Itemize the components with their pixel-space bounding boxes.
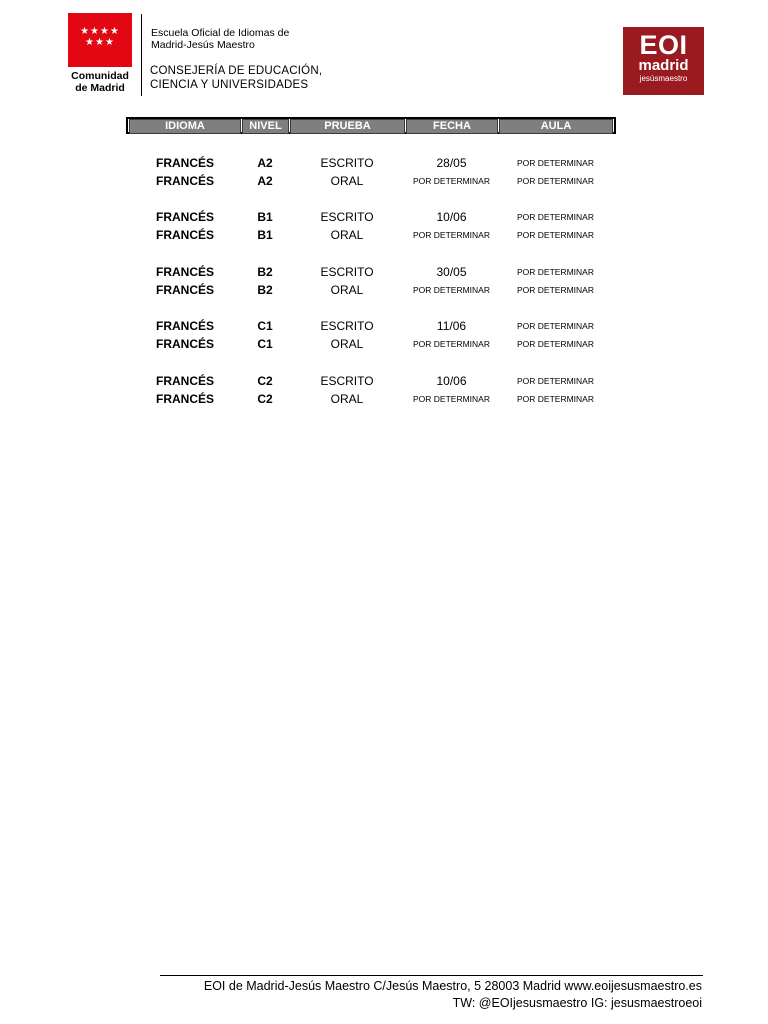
cell-idioma: FRANCÉS	[155, 319, 214, 333]
cell-nivel: C1	[257, 319, 273, 333]
cell-fecha: POR DETERMINAR	[413, 394, 490, 404]
cell-idioma: FRANCÉS	[155, 156, 214, 170]
header-aula: AULA	[500, 120, 612, 133]
department-name	[150, 65, 322, 92]
footer-divider	[160, 975, 703, 976]
cell-aula: POR DETERMINAR	[517, 394, 594, 404]
eoi-logo-big: EOI	[639, 30, 688, 60]
header-divider	[141, 14, 142, 96]
cell-nivel: C2	[257, 374, 273, 388]
table-row	[126, 208, 616, 226]
cell-fecha: 28/05	[436, 156, 467, 170]
region-name-line1: Comunidad	[71, 70, 129, 82]
cell-aula: POR DETERMINAR	[517, 285, 594, 295]
table-row	[126, 281, 616, 299]
cell-nivel: B1	[257, 210, 273, 224]
school-name-line1: Escuela Oficial de Idiomas de	[151, 27, 290, 39]
cell-aula: POR DETERMINAR	[517, 339, 594, 349]
cell-nivel: C2	[257, 392, 273, 406]
header-idioma: IDIOMA	[130, 120, 240, 133]
cell-aula: POR DETERMINAR	[517, 230, 594, 240]
eoi-madrid-logo	[623, 27, 704, 95]
header-prueba: PRUEBA	[291, 120, 404, 133]
footer-social: TW: @EOIjesusmaestro IG: jesusmaestroeoi	[452, 996, 702, 1010]
cell-prueba: ORAL	[330, 228, 364, 242]
region-name	[68, 70, 132, 94]
cell-prueba: ORAL	[330, 392, 364, 406]
cell-fecha: 11/06	[436, 319, 467, 333]
cell-idioma: FRANCÉS	[155, 392, 214, 406]
cell-prueba: ESCRITO	[320, 374, 374, 388]
cell-fecha: POR DETERMINAR	[413, 285, 490, 295]
exam-schedule-table	[126, 117, 616, 406]
table-row	[126, 154, 616, 172]
cell-aula: POR DETERMINAR	[517, 321, 594, 331]
cell-idioma: FRANCÉS	[155, 210, 214, 224]
header-nivel: NIVEL	[243, 120, 288, 133]
cell-prueba: ESCRITO	[320, 210, 374, 224]
cell-fecha: 10/06	[436, 374, 467, 388]
cell-idioma: FRANCÉS	[155, 337, 214, 351]
cell-nivel: B2	[257, 265, 273, 279]
cell-idioma: FRANCÉS	[155, 283, 214, 297]
cell-nivel: A2	[257, 156, 273, 170]
eoi-logo-mid: madrid	[638, 57, 689, 74]
cell-prueba: ORAL	[330, 283, 364, 297]
table-header	[126, 117, 616, 134]
cell-aula: POR DETERMINAR	[517, 267, 594, 277]
table-row	[126, 263, 616, 281]
table-row	[126, 226, 616, 244]
footer-address: EOI de Madrid-Jesús Maestro C/Jesús Maestro, 5 28003 Madrid www.eoijesusmaestro.es	[203, 979, 702, 993]
cell-aula: POR DETERMINAR	[517, 176, 594, 186]
cell-prueba: ORAL	[330, 337, 364, 351]
eoi-logo-small: jesúsmaestro	[639, 74, 688, 83]
cell-aula: POR DETERMINAR	[517, 158, 594, 168]
table-row	[126, 317, 616, 335]
cell-nivel: A2	[257, 174, 273, 188]
madrid-flag-icon	[68, 13, 132, 67]
region-name-line2: de Madrid	[75, 82, 125, 94]
cell-fecha: 10/06	[436, 210, 467, 224]
cell-fecha: POR DETERMINAR	[413, 230, 490, 240]
table-row	[126, 335, 616, 353]
department-line1: CONSEJERÍA DE EDUCACIÓN,	[150, 65, 323, 77]
cell-prueba: ORAL	[330, 174, 364, 188]
comunidad-de-madrid-logo	[68, 13, 132, 94]
cell-idioma: FRANCÉS	[155, 265, 214, 279]
header-fecha: FECHA	[407, 120, 497, 133]
cell-prueba: ESCRITO	[320, 265, 374, 279]
cell-idioma: FRANCÉS	[155, 174, 214, 188]
cell-prueba: ESCRITO	[320, 319, 374, 333]
cell-fecha: POR DETERMINAR	[413, 339, 490, 349]
cell-aula: POR DETERMINAR	[517, 212, 594, 222]
cell-idioma: FRANCÉS	[155, 374, 214, 388]
table-row	[126, 172, 616, 190]
school-name-line2: Madrid-Jesús Maestro	[151, 39, 255, 51]
cell-aula: POR DETERMINAR	[517, 376, 594, 386]
department-line2: CIENCIA Y UNIVERSIDADES	[150, 78, 309, 91]
cell-nivel: C1	[257, 337, 273, 351]
table-row	[126, 390, 616, 408]
table-row	[126, 372, 616, 390]
cell-fecha: POR DETERMINAR	[413, 176, 490, 186]
flag-stars: ★★★★ ★★★	[80, 26, 120, 48]
cell-prueba: ESCRITO	[320, 156, 374, 170]
cell-nivel: B2	[257, 283, 273, 297]
cell-idioma: FRANCÉS	[155, 228, 214, 242]
cell-nivel: B1	[257, 228, 273, 242]
school-name	[151, 27, 289, 51]
cell-fecha: 30/05	[436, 265, 467, 279]
